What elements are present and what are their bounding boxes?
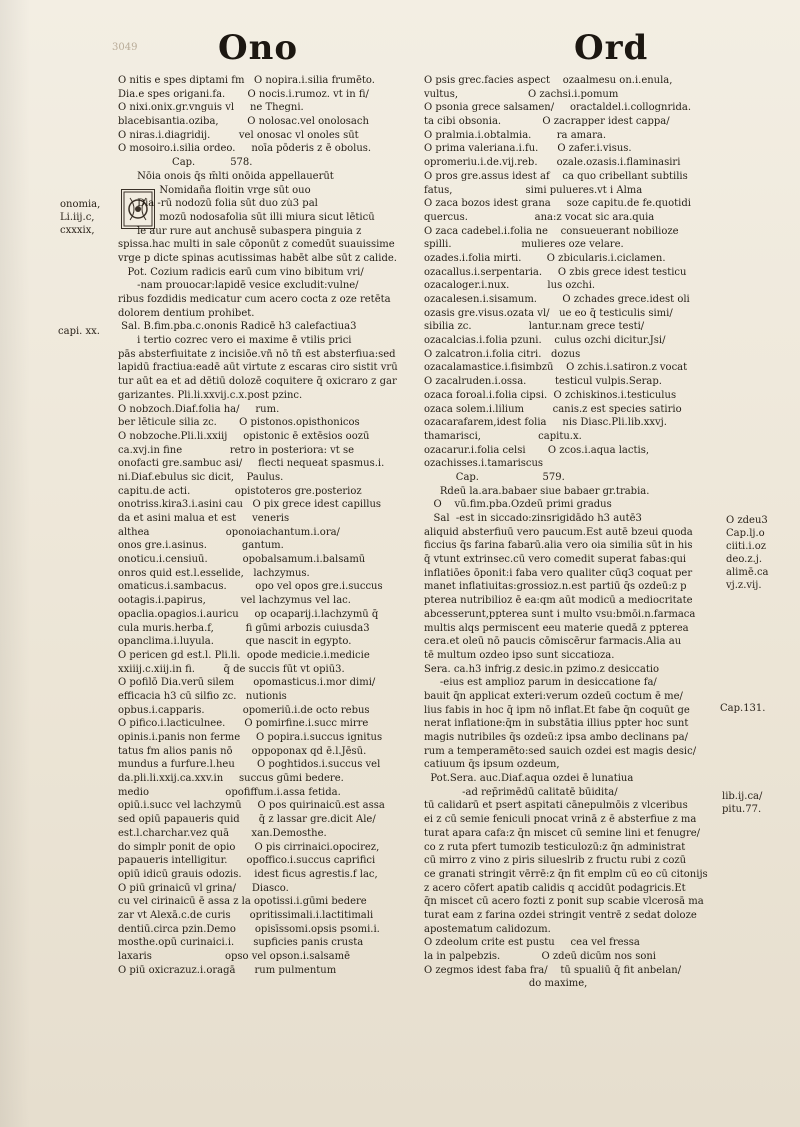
text-line: nerat inflatione:q̄m in substātia illius ppter hoc sunt	[424, 718, 689, 730]
text-line: do simplr ponit de opio O pis cirrinaici.opocirez,	[118, 841, 380, 853]
text-line: da.pli.li.xxij.ca.xxv.in succus gūmi bedere.	[118, 773, 344, 785]
text-line: xxiiij.c.xiij.in fi. q̄ de succis fūt vt opiū3.	[118, 663, 345, 675]
text-line: multis alqs permiscent eeu materie quedā z ppterea	[424, 622, 689, 634]
text-line: thamarisci, capitu.x.	[424, 430, 582, 442]
text-line: tatus fm alios panis nō oppoponax qd ē.l.Jēsū.	[118, 745, 367, 757]
text-line: cula muris.herba.f, fi gūmi arbozis cuiusda3	[118, 622, 370, 634]
text-line: ozades.i.folia mirti. O zbicularis.i.ciclamen.	[424, 252, 666, 264]
text-line: vrge p dicte spinas acutissimas habēt albe sūt z calide.	[118, 252, 397, 264]
text-line: spissa.hac multi in sale cōponūt z comedūt suauissime	[118, 239, 395, 251]
text-line: Cap. 578.	[118, 157, 253, 169]
margin-note-right-2: Cap.131.	[720, 703, 766, 714]
text-line: onoticu.i.censiuū. opobalsamum.i.balsamū	[118, 554, 366, 566]
margin-note-right-3: lib.ij.ca/ pitu.77.	[722, 791, 763, 815]
text-line: -ad rep̄rimēdū calitatē būidita/	[424, 786, 618, 798]
text-line: onros quid est.l.esselide, lachzymus.	[118, 567, 310, 579]
text-line: O mosoiro.i.silia ordeo. noīa pōderis z ē obolus.	[118, 143, 372, 155]
text-line: ribus fozdidis medicatur cum acero cocta z oze retēta	[118, 294, 391, 305]
text-line: ozacaloger.i.nux. lus ozchi.	[424, 280, 596, 292]
text-line: ozacalcias.i.folia pzuni. culus ozchi dicitur.Jsi/	[424, 335, 666, 347]
text-line: O zalcatron.i.folia citri. dozus	[424, 348, 581, 360]
text-line: opiū idicū grauis odozis. idest ficus agrestis.f lac,	[118, 868, 378, 880]
text-line: O piū grinaicū vl grina/ Diasco.	[118, 882, 289, 894]
text-line: co z ruta pfert tumozib testiculozū:z q̄n administrat	[424, 841, 686, 853]
text-line: onos gre.i.asinus. gantum.	[118, 540, 284, 552]
text-line: mosthe.opū curinaici.i. supficies panis crusta	[118, 937, 364, 949]
text-line: rum a temperamēto:sed sauich ozdei est magis desic/	[424, 745, 697, 757]
text-line: omaticus.i.sambacus. opo vel opos gre.i.succus	[118, 581, 383, 593]
text-line: ca.xvj.in fine retro in posteriora: vt se	[118, 444, 355, 456]
running-head-right: Ord	[574, 28, 649, 68]
text-line: dentiū.circa pzin.Demo opisīssomi.opsis psomi.i.	[118, 923, 380, 935]
text-line: ozasis gre.visus.ozata vl/ ue eo q̄ testiculis simi/	[424, 307, 673, 319]
text-line: spilli. mulieres oze velare.	[424, 239, 624, 251]
text-line: ce granati stringit vērrē:z q̄n fit emplm cū eo cū citonijs	[424, 868, 708, 880]
text-line: q̄n miscet cū acero fozti z ponit sup scabie vlcerosā ma	[424, 896, 704, 908]
text-line: quercus. ana:z vocat sic ara.quia	[424, 211, 655, 223]
text-line: ni.Diaf.ebulus sic dicit, Paulus.	[118, 471, 284, 483]
text-line: sed opiū papaueris quid q̄ z lassar gre.dicit Ale/	[118, 814, 376, 826]
faint-page-mark: 3049	[112, 42, 138, 53]
text-line: cu vel cirinaicū ē assa z la opotissi.i.gūmi bedere	[118, 896, 367, 908]
text-line: O vū.fim.pba.Ozdeū primi gradus	[424, 499, 612, 511]
text-line: O zegmos idest faba fra/ tū spualiū q̄ fit anbelan/	[424, 964, 682, 976]
text-line: opaclia.opagios.i.auricu op ocaparij.i.lachzymū q̄	[118, 608, 379, 620]
text-line: laxaris opso vel opson.i.salsamē	[118, 951, 351, 962]
text-line: O zaca cadebel.i.folia ne consueuerant nobilioze	[424, 225, 679, 237]
text-line: blacebisantia.oziba, O nolosac.vel onolosach	[118, 116, 369, 128]
text-column-left	[118, 74, 424, 1034]
text-line: O psonia grece salsamen/ oractaldel.i.collognrida.	[424, 102, 692, 114]
text-line: lius fabis in hoc q̄ ipm nō inflat.Et fabe q̄n coquūt ge	[424, 704, 690, 716]
text-line: i tertio cozrec vero ei maxime ē vtilis prici	[118, 335, 352, 347]
text-line: magis nutribiles q̄s ozdeū:z ipsa ambo declinans pa/	[424, 732, 688, 743]
page-edge-shadow	[0, 0, 30, 1127]
text-line: Rdeū la.ara.babaer siue babaer gr.trabia.	[424, 485, 650, 497]
text-line: ozacalamastice.i.fisimbzū O zchis.i.satiron.z vocat	[424, 362, 688, 374]
text-line: Pot.Sera. auc.Diaf.aqua ozdei ē lunatiua	[424, 773, 634, 785]
text-line: capitu.de acti. opistoteros gre.posterioz	[118, 485, 362, 497]
text-line: Cap. 579.	[424, 471, 565, 483]
margin-note-right-1: O zdeu3 Cap.lj.o ciiti.i.oz deo.z.j. alimē.ca vj.z.vij.	[726, 515, 769, 591]
text-line: Dia -rū nodozū folia sūt duo zu̇3 pal	[118, 198, 318, 210]
text-line: althea oponoiachantum.i.ora/	[118, 526, 340, 538]
text-line: est.l.charchar.vez quā xan.Demosthe.	[118, 827, 327, 839]
text-line: ozaca foroal.i.folia cipsi. O zchiskinos.i.testiculus	[424, 389, 677, 401]
text-line: opbus.i.capparis. opomeriū.i.de octo rebus	[118, 704, 370, 716]
text-line: ficcius q̄s farina fabarū.alia vero oia similia sūt in his	[424, 540, 693, 552]
text-line: do maxime,	[424, 978, 588, 990]
text-line: efficacia h3 cū silfio zc. nutionis	[118, 690, 287, 702]
text-line: manet inflatiuitas:grossioz.n.est partiū q̄s ozdeū:z p	[424, 581, 687, 593]
text-line: pās absterfiuitate z incisiōe.vñ nō tñ est absterfiua:sed	[118, 348, 396, 360]
text-line: pterea nutribilioz ē ea:qm aūt modicū a mediocritate	[424, 595, 693, 607]
text-line: ozachisses.i.tamariscus	[424, 458, 544, 470]
text-line: turat apara cafa:z q̄n miscet cū semine lini et fenugre/	[424, 827, 701, 839]
text-line: tē multum ozdeo ipso sunt siccatioza.	[424, 649, 615, 661]
text-line: la in palpebzis. O zdeū dicūm nos soni	[424, 951, 656, 962]
text-line: bauit q̄n applicat exteri:verum ozdeū coctum ē me/	[424, 690, 683, 702]
text-line: O nobzoche.Pli.li.xxiij opistonic ē extēsios oozū	[118, 430, 370, 442]
text-line: O pofilō Dia.verū silem opomasticus.i.mor dimi/	[118, 677, 376, 689]
text-line: O zdeolum crite est pustu cea vel fressa	[424, 937, 640, 949]
text-line: O pifico.i.lacticulnee. O pomirfine.i.succ mirre	[118, 718, 369, 730]
text-column-right	[424, 74, 724, 1054]
text-line: Sal -est in siccado:zinsrigidādo h3 autē3	[424, 513, 642, 524]
text-line: O piū oxicrazuz.i.oragā rum pulmentum	[118, 964, 337, 976]
text-line: O niras.i.diagridij. vel onosac vl onoles sūt	[118, 129, 359, 141]
text-line: Sal. B.fim.pba.c.ononis Radicē h3 calefactiua3	[118, 321, 357, 333]
text-line: zar vt Alexā.c.de curis opritissimali.i.lactitimali	[118, 909, 374, 921]
text-line: O pericen gd est.l. Pli.li. opode medicie.i.medicie	[118, 649, 370, 661]
text-line: apostematum calidozum.	[424, 923, 551, 935]
text-line: O nitis e spes diptami fm O nopira.i.silia frumēto.	[118, 75, 375, 86]
text-line: Dia.e spes origani.fa. O nocis.i.rumoz. vt in fi/	[118, 88, 369, 100]
text-line: -nam prouocar:lapidē vesice excludit:vulne/	[118, 280, 359, 292]
text-line: onofacti gre.sambuc asi/ flecti nequeat spasmus.i.	[118, 458, 385, 470]
margin-note-left-1: onomia, Li.iij.c, cxxxix,	[60, 199, 101, 236]
text-line: sibilia zc. lantur.nam grece testi/	[424, 321, 645, 333]
text-line: O psis grec.facies aspect ozaalmesu on.i.enula,	[424, 75, 673, 86]
text-line: opanclima.i.luyula. que nascit in egypto.	[118, 636, 352, 648]
text-line: O zaca bozos idest grana soze capitu.de fe.quotidi	[424, 198, 691, 210]
text-line: O pralmia.i.obtalmia. ra amara.	[424, 129, 607, 141]
text-line: -eius est amplioz parum in desiccatione fa/	[424, 677, 657, 689]
text-line: le aur rure aut anchusē subaspera pinguia z	[118, 225, 362, 237]
text-line: O nobzoch.Diaf.folia ha/ rum.	[118, 403, 280, 415]
text-line: ber lēticule silia zc. O pistonos.opisthonicos	[118, 417, 360, 429]
text-line: mundus a furfure.l.heu O poghtidos.i.succus vel	[118, 759, 381, 771]
text-line: abcesserunt,ppterea sunt i multo vsu:bmōi.n.farmaca	[424, 608, 696, 620]
text-line: Nōia onois q̄s m̄lti onōida appellauerūt	[118, 170, 334, 182]
running-head-left: Ono	[218, 28, 299, 68]
text-line: z acero cōfert apatib calidis q accidūt podagricis.Et	[424, 882, 686, 894]
text-line: O zacalruden.i.ossa. testicul vulpis.Serap.	[424, 376, 662, 388]
text-line: Nomidaña floitin vrge sūt ouo	[118, 184, 311, 196]
text-line: ozacarafarem,idest folia nis Diasc.Pli.lib.xxvj.	[424, 417, 667, 429]
text-line: cū mirro z vino z piris silueslrib z fructu rubi z cozū	[424, 855, 687, 867]
text-line: catiuum q̄s ipsum ozdeum,	[424, 759, 560, 771]
text-line: papaueris intelligitur. opoffico.i.succus caprifici	[118, 855, 376, 867]
text-line: O pros gre.assus idest af ca quo cribellant subtilis	[424, 170, 688, 182]
text-line: tū calidarū et psert aspitati cānepulmōis z vlceribus	[424, 800, 688, 812]
text-line: lapidū fractiua:eadē aūt virtute z escaras ciro sistit vrū	[118, 362, 398, 374]
text-line: Pot. Cozium radicis earū cum vino bibitum vri/	[118, 266, 364, 278]
margin-note-left-2: capi. xx.	[58, 326, 100, 337]
text-line: tur aūt ea et ad dētiū dolozē coquitere q̄ oxicraro z gar	[118, 376, 397, 388]
text-line: fatus, simi pulueres.vt i Alma	[424, 184, 643, 196]
text-line: ozacarur.i.folia celsi O zcos.i.aqua lactis,	[424, 444, 650, 456]
text-line: opromeriu.i.de.vij.reb. ozale.ozasis.i.flaminasiri	[424, 157, 681, 169]
text-line: ozacalesen.i.sisamum. O zchades grece.idest oli	[424, 294, 690, 305]
text-line: garizantes. Pli.li.xxvij.c.x.post pzinc.	[118, 389, 303, 401]
text-line: ozaca solem.i.lilium canis.z est species satirio	[424, 403, 682, 415]
text-line: ei z cū semie feniculi pnocat vrinā z ē absterfiue z ma	[424, 814, 697, 826]
text-line: ozacallus.i.serpentaria. O zbis grece idest testicu	[424, 266, 687, 278]
text-line: ootagis.i.papirus, vel lachzymus vel lac.	[118, 595, 351, 607]
text-line: dolorem dentium prohibet.	[118, 307, 255, 319]
text-line: medio opofiffum.i.assa fetida.	[118, 786, 341, 798]
text-line: inflatiōes ōponit:i faba vero qualiter cūq3 coquat per	[424, 567, 693, 579]
text-line: mozū nodosafolia sūt illi miura sicut lēticū	[118, 211, 375, 223]
text-line: O prima valeriana.i.fu. O zafer.i.visus.	[424, 143, 632, 155]
text-line: aliquid absterfiuū vero paucum.Est autē bzeui quoda	[424, 526, 693, 538]
text-line: q̄ vtunt extrinsec.cū vero comedit superat fabas:qui	[424, 554, 687, 566]
text-line: O nixi.onix.gr.vnguis vl ne Thegni.	[118, 102, 304, 114]
text-line: ta cibi obsonia. O zacrapper idest cappa/	[424, 116, 670, 128]
text-line: opiū.i.succ vel lachzymū O pos quirinaicū.est assa	[118, 800, 385, 812]
text-line: turat eam z farina ozdei stringit ventrē z sedat doloze	[424, 909, 697, 921]
text-line: vultus, O zachsi.i.pomum	[424, 88, 619, 100]
text-line: onotriss.kira3.i.asini cau O pix grece idest capillus	[118, 499, 382, 511]
text-line: da et asini malua et est veneris	[118, 513, 290, 524]
text-line: Sera. ca.h3 infrig.z desic.in pzimo.z desiccatio	[424, 663, 660, 675]
text-line: opinis.i.panis non ferme O popira.i.succus ignitus	[118, 732, 383, 743]
text-line: cera.et oleū nō paucis cōmiscērur farmacis.Alia au	[424, 636, 682, 648]
